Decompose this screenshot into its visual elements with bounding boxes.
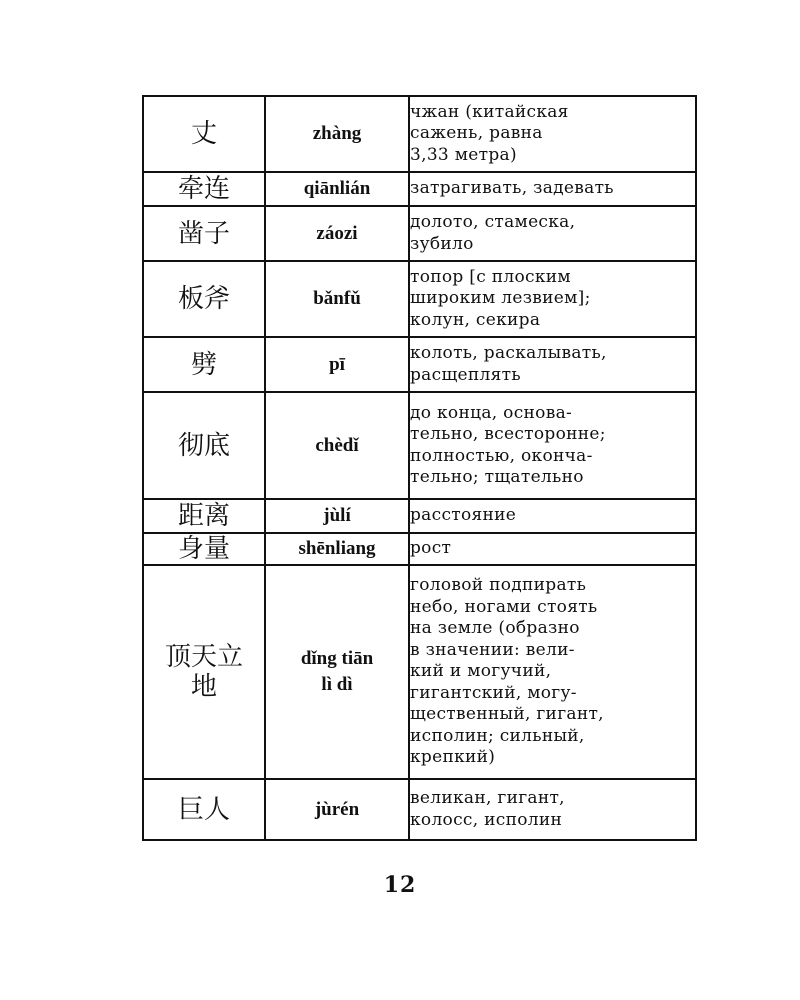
pinyin-cell: dǐng tiān lì dì bbox=[265, 565, 409, 779]
pinyin-cell: bǎnfǔ bbox=[265, 261, 409, 337]
pinyin-cell: pī bbox=[265, 337, 409, 392]
hanzi-cell: 顶天立 地 bbox=[143, 565, 265, 779]
hanzi-cell: 丈 bbox=[143, 96, 265, 172]
table-row bbox=[143, 499, 696, 533]
hanzi-cell: 身量 bbox=[143, 533, 265, 565]
meaning-cell: топор [с плоским широким лезвием]; колун, секира bbox=[409, 261, 696, 337]
meaning-cell: головой подпирать небо, ногами стоять на земле (образно в значении: вели- кий и могучий, гигантский, могу- щественный, гигант, исполин; сильный, крепкий) bbox=[409, 565, 696, 779]
pinyin-cell: záozi bbox=[265, 206, 409, 261]
hanzi-cell: 巨人 bbox=[143, 779, 265, 840]
meaning-cell: затрагивать, задевать bbox=[409, 172, 696, 206]
meaning-cell: расстояние bbox=[409, 499, 696, 533]
table-row bbox=[143, 392, 696, 499]
table-row bbox=[143, 533, 696, 565]
meaning-cell: долото, стамеска, зубило bbox=[409, 206, 696, 261]
hanzi-cell: 板斧 bbox=[143, 261, 265, 337]
table-row bbox=[143, 337, 696, 392]
meaning-cell: до конца, основа- тельно, всесторонне; полностью, оконча- тельно; тщательно bbox=[409, 392, 696, 499]
hanzi-cell: 劈 bbox=[143, 337, 265, 392]
page-number: 12 bbox=[383, 872, 417, 898]
meaning-cell: колоть, раскалывать, расщеплять bbox=[409, 337, 696, 392]
pinyin-cell: jùrén bbox=[265, 779, 409, 840]
pinyin-cell: qiānlián bbox=[265, 172, 409, 206]
pinyin-cell: chèdǐ bbox=[265, 392, 409, 499]
pinyin-cell: zhàng bbox=[265, 96, 409, 172]
hanzi-cell: 彻底 bbox=[143, 392, 265, 499]
table-row bbox=[143, 172, 696, 206]
pinyin-cell: jùlí bbox=[265, 499, 409, 533]
hanzi-cell: 凿子 bbox=[143, 206, 265, 261]
meaning-cell: великан, гигант, колосс, исполин bbox=[409, 779, 696, 840]
table-row bbox=[143, 206, 696, 261]
hanzi-cell: 牵连 bbox=[143, 172, 265, 206]
pinyin-cell: shēnliang bbox=[265, 533, 409, 565]
table-row bbox=[143, 261, 696, 337]
hanzi-cell: 距离 bbox=[143, 499, 265, 533]
table-row bbox=[143, 96, 696, 172]
table-row bbox=[143, 779, 696, 840]
meaning-cell: чжан (китайская сажень, равна 3,33 метра) bbox=[409, 96, 696, 172]
vocabulary-table bbox=[142, 95, 697, 841]
meaning-cell: рост bbox=[409, 533, 696, 565]
table-row bbox=[143, 565, 696, 779]
